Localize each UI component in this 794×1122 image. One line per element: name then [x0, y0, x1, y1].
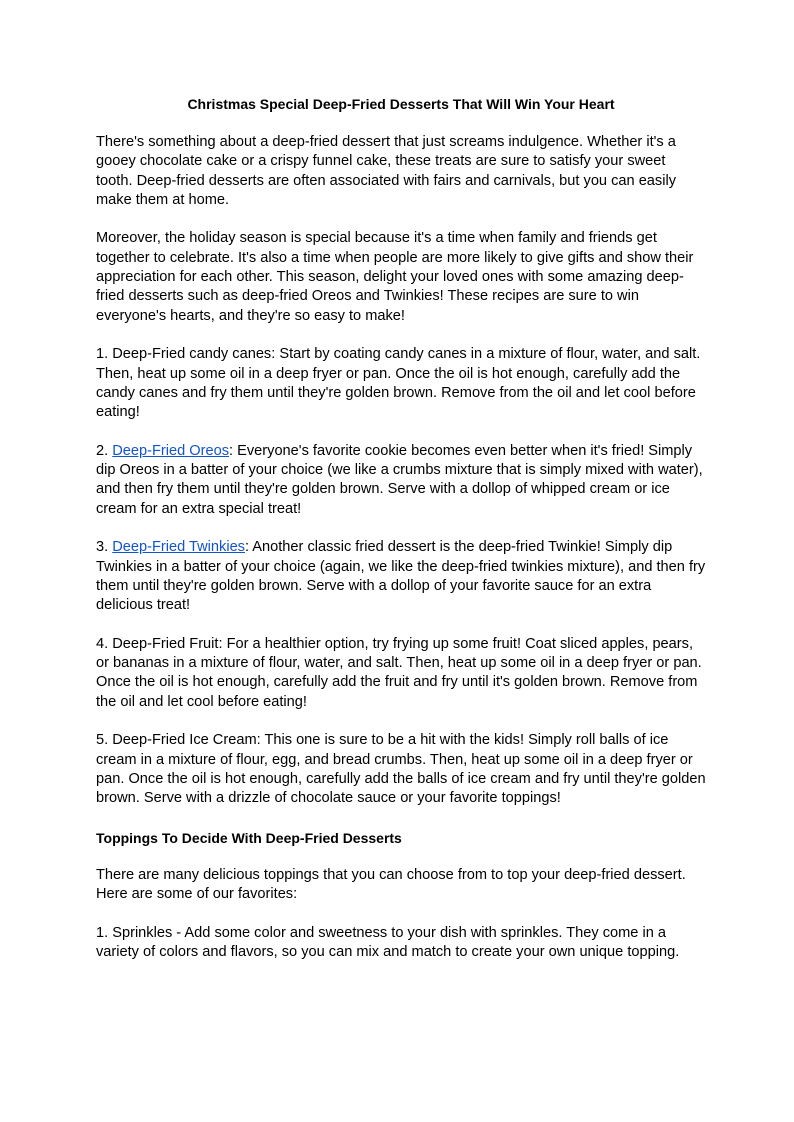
recipe-item-2 — [96, 442, 706, 519]
recipe-number: 4. — [96, 635, 109, 652]
recipe-item-4 — [96, 635, 706, 712]
deep-fried-twinkies-link[interactable]: Deep-Fried Twinkies — [112, 539, 245, 556]
topping-text: Sprinkles - Add some color and sweetness to your dish with sprinkles. They come in a variety of colors and flavors, so you can mix and match to create your own unique topping. — [96, 924, 680, 960]
recipe-number: 1. — [96, 346, 109, 363]
intro-paragraph-1: There's something about a deep-fried dessert that just screams indulgence. Whether it's a gooey chocolate cake or a crispy funnel cake, these treats are sure to satisfy your sweet tooth. Deep-fried desserts are often associated with fairs and carnivals, but you can easily make them at home. — [96, 134, 677, 208]
document-page — [96, 94, 706, 981]
recipe-text: Deep-Fried Ice Cream: This one is sure to be a hit with the kids! Simply roll balls of ice cream in a mixture of flour, egg, and bread crumbs. Then, heat up some oil in a deep fryer or pan. Once the oil is hot enough, carefully add the balls of ice cream and fry until they're golden brown. Serve with a drizzle of chocolate sauce or your favorite toppings! — [96, 732, 706, 807]
recipe-number: 5. — [96, 732, 109, 749]
intro-paragraph-2: Moreover, the holiday season is special because it's a time when family and friends get together to celebrate. It's also a time when people are more likely to give gifts and show their appreciation for each other. This season, delight your loved ones with some amazing deep-fried desserts such as deep-fried Oreos and Twinkies! These recipes are sure to win everyone's hearts, and they're so easy to make! — [96, 230, 694, 324]
recipe-text: Deep-Fried Fruit: For a healthier option, try frying up some fruit! Coat sliced apples, pears, or bananas in a mixture of flour, water, and salt. Then, heat up some oil in a deep fryer or pan. Once the oil is hot enough, carefully add the fruit and fry until it's golden brown. Remove from the oil and let cool before eating! — [96, 635, 702, 710]
toppings-intro: There are many delicious toppings that you can choose from to top your deep-fried dessert. Here are some of our favorites: — [96, 866, 686, 902]
recipe-text: : Another classic fried dessert is the deep-fried Twinkie! Simply dip Twinkies in a batter of your choice (again, we like the deep-fried twinkies mixture), and then fry them until they're golden brown. Serve with a dollop of your favorite sauce for an extra delicious treat! — [96, 539, 706, 614]
recipe-number: 3. — [96, 539, 109, 556]
recipe-item-3 — [96, 538, 706, 615]
topping-number: 1. — [96, 924, 109, 941]
topping-item-1 — [96, 924, 706, 963]
recipe-text: Deep-Fried candy canes: Start by coating candy canes in a mixture of flour, water, and salt. Then, heat up some oil in a deep fryer or pan. Once the oil is hot enough, carefully add the candy canes and fry them until they're golden brown. Remove from the oil and let cool before eating! — [96, 346, 701, 421]
recipe-number: 2. — [96, 442, 109, 459]
recipe-item-5 — [96, 731, 706, 808]
recipe-text: : Everyone's favorite cookie becomes even better when it's fried! Simply dip Oreos in a batter of your choice (we like a crumbs mixture that is simply mixed with water), and then fry them until they're golden brown. Serve with a dollop of whipped cream or ice cream for an extra special treat! — [96, 442, 703, 517]
deep-fried-oreos-link[interactable]: Deep-Fried Oreos — [112, 442, 230, 459]
toppings-heading: Toppings To Decide With Deep-Fried Desserts — [96, 829, 402, 846]
document-title: Christmas Special Deep-Fried Desserts That Will Win Your Heart — [187, 96, 615, 112]
recipe-item-1 — [96, 345, 706, 422]
